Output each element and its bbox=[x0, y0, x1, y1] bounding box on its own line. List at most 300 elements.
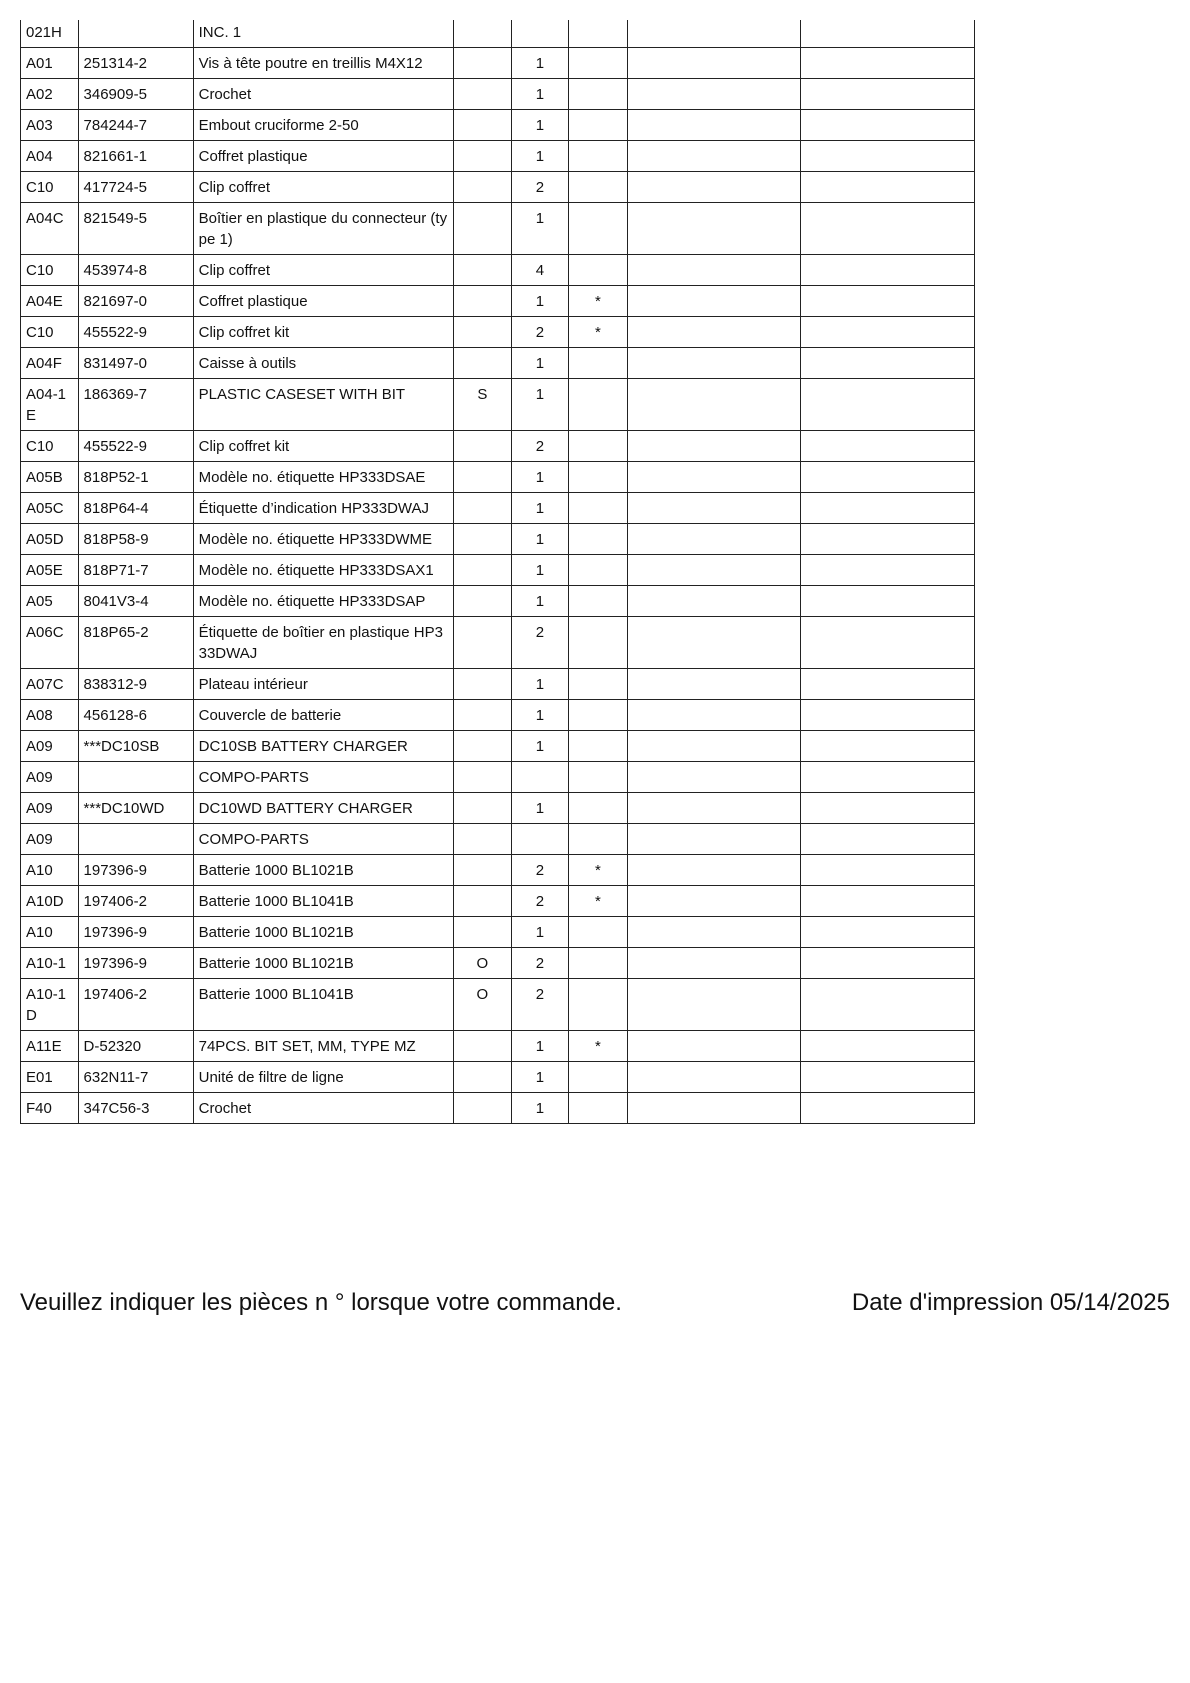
blank-cell-a bbox=[627, 855, 801, 886]
table-row bbox=[21, 555, 975, 586]
quantity-cell bbox=[511, 824, 569, 855]
quantity-cell: 1 bbox=[511, 286, 569, 317]
blank-cell-a bbox=[627, 110, 801, 141]
blank-cell-a bbox=[627, 20, 801, 48]
table-row bbox=[21, 379, 975, 431]
item-number-cell: A05D bbox=[21, 524, 79, 555]
part-number-cell: 251314-2 bbox=[78, 48, 193, 79]
blank-cell-a bbox=[627, 172, 801, 203]
blank-cell-a bbox=[627, 824, 801, 855]
part-number-cell: 784244-7 bbox=[78, 110, 193, 141]
description-cell: Coffret plastique bbox=[193, 141, 453, 172]
table-row bbox=[21, 731, 975, 762]
note-cell bbox=[454, 886, 512, 917]
blank-cell-a bbox=[627, 762, 801, 793]
note-cell bbox=[454, 762, 512, 793]
print-date: Date d'impression 05/14/2025 bbox=[851, 1289, 1170, 1316]
table-row bbox=[21, 855, 975, 886]
part-number-cell bbox=[78, 762, 193, 793]
blank-cell-b bbox=[801, 431, 975, 462]
quantity-cell: 1 bbox=[511, 493, 569, 524]
item-number-cell: A09 bbox=[21, 824, 79, 855]
note-cell bbox=[454, 286, 512, 317]
description-cell: Coffret plastique bbox=[193, 286, 453, 317]
description-cell: Modèle no. étiquette HP333DSAX1 bbox=[193, 555, 453, 586]
table-row bbox=[21, 1062, 975, 1093]
mark-cell bbox=[569, 141, 628, 172]
table-row bbox=[21, 172, 975, 203]
quantity-cell: 1 bbox=[511, 731, 569, 762]
item-number-cell: A05B bbox=[21, 462, 79, 493]
item-number-cell: A04F bbox=[21, 348, 79, 379]
blank-cell-b bbox=[801, 79, 975, 110]
item-number-cell: C10 bbox=[21, 172, 79, 203]
quantity-cell: 2 bbox=[511, 317, 569, 348]
note-cell bbox=[454, 793, 512, 824]
quantity-cell: 1 bbox=[511, 110, 569, 141]
blank-cell-a bbox=[627, 1093, 801, 1124]
blank-cell-b bbox=[801, 379, 975, 431]
mark-cell bbox=[569, 110, 628, 141]
description-cell: Modèle no. étiquette HP333DSAP bbox=[193, 586, 453, 617]
blank-cell-a bbox=[627, 793, 801, 824]
blank-cell-b bbox=[801, 586, 975, 617]
blank-cell-b bbox=[801, 617, 975, 669]
blank-cell-a bbox=[627, 255, 801, 286]
description-cell: INC. 1 bbox=[193, 20, 453, 48]
item-number-cell: A04 bbox=[21, 141, 79, 172]
blank-cell-a bbox=[627, 317, 801, 348]
blank-cell-b bbox=[801, 1062, 975, 1093]
note-cell bbox=[454, 700, 512, 731]
item-number-cell: A05C bbox=[21, 493, 79, 524]
blank-cell-b bbox=[801, 524, 975, 555]
mark-cell bbox=[569, 1062, 628, 1093]
blank-cell-b bbox=[801, 793, 975, 824]
description-cell: Clip coffret bbox=[193, 172, 453, 203]
item-number-cell: E01 bbox=[21, 1062, 79, 1093]
item-number-cell: A06C bbox=[21, 617, 79, 669]
table-row bbox=[21, 20, 975, 48]
blank-cell-a bbox=[627, 79, 801, 110]
item-number-cell: A04E bbox=[21, 286, 79, 317]
quantity-cell: 1 bbox=[511, 700, 569, 731]
blank-cell-a bbox=[627, 524, 801, 555]
description-cell: COMPO-PARTS bbox=[193, 762, 453, 793]
blank-cell-b bbox=[801, 1031, 975, 1062]
item-number-cell: A05E bbox=[21, 555, 79, 586]
blank-cell-b bbox=[801, 886, 975, 917]
description-cell: Clip coffret kit bbox=[193, 431, 453, 462]
part-number-cell: 197406-2 bbox=[78, 886, 193, 917]
description-cell: Couvercle de batterie bbox=[193, 700, 453, 731]
note-cell bbox=[454, 1031, 512, 1062]
blank-cell-a bbox=[627, 948, 801, 979]
item-number-cell: A01 bbox=[21, 48, 79, 79]
item-number-cell: C10 bbox=[21, 431, 79, 462]
item-number-cell: A10-1 bbox=[21, 948, 79, 979]
part-number-cell: 8041V3-4 bbox=[78, 586, 193, 617]
order-instruction: Veuillez indiquer les pièces n ° lorsque votre commande. bbox=[20, 1289, 622, 1316]
blank-cell-a bbox=[627, 141, 801, 172]
note-cell: O bbox=[454, 979, 512, 1031]
note-cell bbox=[454, 617, 512, 669]
part-number-cell: 818P71-7 bbox=[78, 555, 193, 586]
part-number-cell: 818P65-2 bbox=[78, 617, 193, 669]
mark-cell bbox=[569, 1093, 628, 1124]
quantity-cell: 1 bbox=[511, 48, 569, 79]
blank-cell-a bbox=[627, 1062, 801, 1093]
mark-cell bbox=[569, 979, 628, 1031]
blank-cell-a bbox=[627, 348, 801, 379]
note-cell bbox=[454, 79, 512, 110]
description-cell: Clip coffret bbox=[193, 255, 453, 286]
item-number-cell: A05 bbox=[21, 586, 79, 617]
table-row bbox=[21, 48, 975, 79]
table-row bbox=[21, 669, 975, 700]
part-number-cell: 818P52-1 bbox=[78, 462, 193, 493]
blank-cell-a bbox=[627, 203, 801, 255]
blank-cell-b bbox=[801, 110, 975, 141]
table-row bbox=[21, 586, 975, 617]
blank-cell-b bbox=[801, 948, 975, 979]
table-row bbox=[21, 141, 975, 172]
blank-cell-b bbox=[801, 731, 975, 762]
table-row bbox=[21, 203, 975, 255]
quantity-cell: 1 bbox=[511, 586, 569, 617]
description-cell: Caisse à outils bbox=[193, 348, 453, 379]
quantity-cell: 1 bbox=[511, 669, 569, 700]
item-number-cell: A09 bbox=[21, 731, 79, 762]
quantity-cell: 1 bbox=[511, 1031, 569, 1062]
blank-cell-a bbox=[627, 979, 801, 1031]
part-number-cell: 197396-9 bbox=[78, 917, 193, 948]
blank-cell-b bbox=[801, 348, 975, 379]
part-number-cell: 456128-6 bbox=[78, 700, 193, 731]
blank-cell-b bbox=[801, 172, 975, 203]
blank-cell-a bbox=[627, 886, 801, 917]
quantity-cell: 1 bbox=[511, 141, 569, 172]
blank-cell-b bbox=[801, 555, 975, 586]
description-cell: Batterie 1000 BL1021B bbox=[193, 855, 453, 886]
part-number-cell: 453974-8 bbox=[78, 255, 193, 286]
blank-cell-b bbox=[801, 203, 975, 255]
table-row bbox=[21, 317, 975, 348]
mark-cell bbox=[569, 20, 628, 48]
mark-cell bbox=[569, 462, 628, 493]
blank-cell-b bbox=[801, 141, 975, 172]
note-cell bbox=[454, 110, 512, 141]
table-row bbox=[21, 255, 975, 286]
description-cell: Étiquette d’indication HP333DWAJ bbox=[193, 493, 453, 524]
table-row bbox=[21, 793, 975, 824]
item-number-cell: A10 bbox=[21, 855, 79, 886]
blank-cell-a bbox=[627, 617, 801, 669]
mark-cell: * bbox=[569, 317, 628, 348]
blank-cell-b bbox=[801, 493, 975, 524]
mark-cell bbox=[569, 555, 628, 586]
note-cell bbox=[454, 431, 512, 462]
table-row bbox=[21, 524, 975, 555]
part-number-cell bbox=[78, 20, 193, 48]
quantity-cell: 1 bbox=[511, 524, 569, 555]
description-cell: DC10SB BATTERY CHARGER bbox=[193, 731, 453, 762]
item-number-cell: 021H bbox=[21, 20, 79, 48]
description-cell: Clip coffret kit bbox=[193, 317, 453, 348]
table-row bbox=[21, 110, 975, 141]
note-cell bbox=[454, 348, 512, 379]
item-number-cell: A11E bbox=[21, 1031, 79, 1062]
description-cell: Unité de filtre de ligne bbox=[193, 1062, 453, 1093]
part-number-cell: 197406-2 bbox=[78, 979, 193, 1031]
quantity-cell: 1 bbox=[511, 1093, 569, 1124]
item-number-cell: A10 bbox=[21, 917, 79, 948]
mark-cell bbox=[569, 669, 628, 700]
quantity-cell: 2 bbox=[511, 979, 569, 1031]
mark-cell bbox=[569, 524, 628, 555]
quantity-cell: 2 bbox=[511, 172, 569, 203]
part-number-cell: 455522-9 bbox=[78, 431, 193, 462]
blank-cell-b bbox=[801, 855, 975, 886]
part-number-cell bbox=[78, 824, 193, 855]
blank-cell-b bbox=[801, 1093, 975, 1124]
table-row bbox=[21, 1031, 975, 1062]
note-cell bbox=[454, 141, 512, 172]
note-cell: S bbox=[454, 379, 512, 431]
blank-cell-a bbox=[627, 586, 801, 617]
item-number-cell: F40 bbox=[21, 1093, 79, 1124]
blank-cell-a bbox=[627, 731, 801, 762]
item-number-cell: A10D bbox=[21, 886, 79, 917]
description-cell: DC10WD BATTERY CHARGER bbox=[193, 793, 453, 824]
description-cell: Modèle no. étiquette HP333DWME bbox=[193, 524, 453, 555]
quantity-cell: 2 bbox=[511, 948, 569, 979]
part-number-cell: 347C56-3 bbox=[78, 1093, 193, 1124]
part-number-cell: ***DC10WD bbox=[78, 793, 193, 824]
note-cell bbox=[454, 731, 512, 762]
table-row bbox=[21, 79, 975, 110]
part-number-cell: 821697-0 bbox=[78, 286, 193, 317]
item-number-cell: A04-1E bbox=[21, 379, 79, 431]
description-cell: Crochet bbox=[193, 1093, 453, 1124]
note-cell bbox=[454, 462, 512, 493]
description-cell: COMPO-PARTS bbox=[193, 824, 453, 855]
mark-cell bbox=[569, 617, 628, 669]
description-cell: Embout cruciforme 2-50 bbox=[193, 110, 453, 141]
item-number-cell: A10-1D bbox=[21, 979, 79, 1031]
part-number-cell: 818P64-4 bbox=[78, 493, 193, 524]
mark-cell bbox=[569, 824, 628, 855]
description-cell: PLASTIC CASESET WITH BIT bbox=[193, 379, 453, 431]
note-cell bbox=[454, 855, 512, 886]
table-row bbox=[21, 431, 975, 462]
table-row bbox=[21, 493, 975, 524]
mark-cell bbox=[569, 79, 628, 110]
mark-cell: * bbox=[569, 286, 628, 317]
mark-cell bbox=[569, 203, 628, 255]
part-number-cell: ***DC10SB bbox=[78, 731, 193, 762]
quantity-cell: 1 bbox=[511, 203, 569, 255]
blank-cell-b bbox=[801, 824, 975, 855]
part-number-cell: 831497-0 bbox=[78, 348, 193, 379]
part-number-cell: 818P58-9 bbox=[78, 524, 193, 555]
blank-cell-a bbox=[627, 462, 801, 493]
item-number-cell: C10 bbox=[21, 317, 79, 348]
table-row bbox=[21, 617, 975, 669]
mark-cell: * bbox=[569, 1031, 628, 1062]
table-row bbox=[21, 1093, 975, 1124]
description-cell: Batterie 1000 BL1041B bbox=[193, 979, 453, 1031]
blank-cell-a bbox=[627, 555, 801, 586]
note-cell bbox=[454, 172, 512, 203]
blank-cell-b bbox=[801, 979, 975, 1031]
mark-cell bbox=[569, 255, 628, 286]
blank-cell-a bbox=[627, 493, 801, 524]
blank-cell-b bbox=[801, 48, 975, 79]
description-cell: Boîtier en plastique du connecteur (type 1) bbox=[193, 203, 453, 255]
blank-cell-b bbox=[801, 462, 975, 493]
part-number-cell: 346909-5 bbox=[78, 79, 193, 110]
part-number-cell: 821661-1 bbox=[78, 141, 193, 172]
table-row bbox=[21, 886, 975, 917]
item-number-cell: A02 bbox=[21, 79, 79, 110]
mark-cell: * bbox=[569, 886, 628, 917]
description-cell: Crochet bbox=[193, 79, 453, 110]
mark-cell bbox=[569, 348, 628, 379]
description-cell: 74PCS. BIT SET, MM, TYPE MZ bbox=[193, 1031, 453, 1062]
quantity-cell: 1 bbox=[511, 462, 569, 493]
note-cell: O bbox=[454, 948, 512, 979]
blank-cell-a bbox=[627, 1031, 801, 1062]
description-cell: Vis à tête poutre en treillis M4X12 bbox=[193, 48, 453, 79]
note-cell bbox=[454, 20, 512, 48]
mark-cell bbox=[569, 172, 628, 203]
mark-cell bbox=[569, 917, 628, 948]
item-number-cell: A07C bbox=[21, 669, 79, 700]
item-number-cell: A04C bbox=[21, 203, 79, 255]
description-cell: Batterie 1000 BL1021B bbox=[193, 948, 453, 979]
blank-cell-a bbox=[627, 48, 801, 79]
part-number-cell: 417724-5 bbox=[78, 172, 193, 203]
quantity-cell: 4 bbox=[511, 255, 569, 286]
part-number-cell: 838312-9 bbox=[78, 669, 193, 700]
quantity-cell: 1 bbox=[511, 555, 569, 586]
blank-cell-a bbox=[627, 917, 801, 948]
part-number-cell: 821549-5 bbox=[78, 203, 193, 255]
note-cell bbox=[454, 669, 512, 700]
note-cell bbox=[454, 917, 512, 948]
blank-cell-b bbox=[801, 917, 975, 948]
mark-cell bbox=[569, 700, 628, 731]
quantity-cell bbox=[511, 20, 569, 48]
table-row bbox=[21, 762, 975, 793]
quantity-cell: 2 bbox=[511, 617, 569, 669]
item-number-cell: A09 bbox=[21, 793, 79, 824]
blank-cell-a bbox=[627, 286, 801, 317]
blank-cell-b bbox=[801, 317, 975, 348]
quantity-cell: 2 bbox=[511, 431, 569, 462]
table-row bbox=[21, 286, 975, 317]
description-cell: Plateau intérieur bbox=[193, 669, 453, 700]
note-cell bbox=[454, 586, 512, 617]
note-cell bbox=[454, 1093, 512, 1124]
quantity-cell: 2 bbox=[511, 886, 569, 917]
note-cell bbox=[454, 203, 512, 255]
blank-cell-b bbox=[801, 762, 975, 793]
note-cell bbox=[454, 524, 512, 555]
mark-cell bbox=[569, 762, 628, 793]
quantity-cell: 1 bbox=[511, 379, 569, 431]
table-row bbox=[21, 979, 975, 1031]
mark-cell bbox=[569, 493, 628, 524]
blank-cell-a bbox=[627, 700, 801, 731]
quantity-cell: 1 bbox=[511, 917, 569, 948]
mark-cell bbox=[569, 793, 628, 824]
part-number-cell: D-52320 bbox=[78, 1031, 193, 1062]
note-cell bbox=[454, 1062, 512, 1093]
table-row bbox=[21, 348, 975, 379]
table-row bbox=[21, 917, 975, 948]
blank-cell-b bbox=[801, 286, 975, 317]
item-number-cell: C10 bbox=[21, 255, 79, 286]
note-cell bbox=[454, 317, 512, 348]
quantity-cell bbox=[511, 762, 569, 793]
blank-cell-b bbox=[801, 255, 975, 286]
mark-cell bbox=[569, 379, 628, 431]
mark-cell bbox=[569, 431, 628, 462]
item-number-cell: A09 bbox=[21, 762, 79, 793]
quantity-cell: 1 bbox=[511, 793, 569, 824]
note-cell bbox=[454, 255, 512, 286]
parts-table-body bbox=[21, 20, 975, 1124]
mark-cell bbox=[569, 48, 628, 79]
mark-cell bbox=[569, 948, 628, 979]
blank-cell-b bbox=[801, 669, 975, 700]
table-row bbox=[21, 948, 975, 979]
table-row bbox=[21, 700, 975, 731]
blank-cell-a bbox=[627, 431, 801, 462]
mark-cell: * bbox=[569, 855, 628, 886]
blank-cell-a bbox=[627, 379, 801, 431]
part-number-cell: 632N11-7 bbox=[78, 1062, 193, 1093]
part-number-cell: 186369-7 bbox=[78, 379, 193, 431]
mark-cell bbox=[569, 586, 628, 617]
quantity-cell: 1 bbox=[511, 79, 569, 110]
part-number-cell: 455522-9 bbox=[78, 317, 193, 348]
part-number-cell: 197396-9 bbox=[78, 855, 193, 886]
item-number-cell: A03 bbox=[21, 110, 79, 141]
description-cell: Modèle no. étiquette HP333DSAE bbox=[193, 462, 453, 493]
blank-cell-b bbox=[801, 20, 975, 48]
note-cell bbox=[454, 48, 512, 79]
part-number-cell: 197396-9 bbox=[78, 948, 193, 979]
quantity-cell: 1 bbox=[511, 348, 569, 379]
quantity-cell: 2 bbox=[511, 855, 569, 886]
note-cell bbox=[454, 493, 512, 524]
mark-cell bbox=[569, 731, 628, 762]
description-cell: Batterie 1000 BL1041B bbox=[193, 886, 453, 917]
blank-cell-b bbox=[801, 700, 975, 731]
table-row bbox=[21, 824, 975, 855]
blank-cell-a bbox=[627, 669, 801, 700]
note-cell bbox=[454, 824, 512, 855]
note-cell bbox=[454, 555, 512, 586]
parts-table bbox=[20, 20, 975, 1124]
description-cell: Étiquette de boîtier en plastique HP333DWAJ bbox=[193, 617, 453, 669]
table-row bbox=[21, 462, 975, 493]
item-number-cell: A08 bbox=[21, 700, 79, 731]
description-cell: Batterie 1000 BL1021B bbox=[193, 917, 453, 948]
